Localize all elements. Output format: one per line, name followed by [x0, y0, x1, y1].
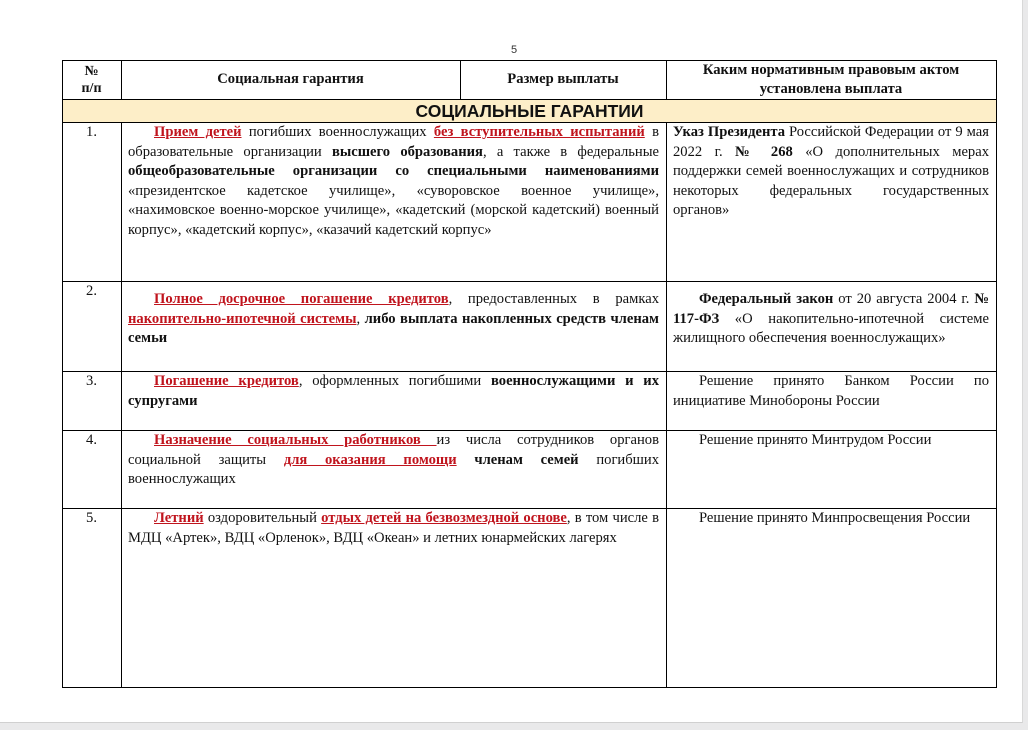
bold-text: высшего образования: [331, 143, 483, 160]
guarantee-text: [122, 431, 667, 509]
section-row: [63, 100, 997, 123]
highlight-text: Назначение социальных работников: [154, 432, 437, 448]
table-row: [63, 282, 997, 372]
legal-act: [667, 372, 997, 431]
highlight-text: накопительно-ипотечной системы: [128, 310, 357, 327]
table-row: [63, 431, 997, 509]
header-number-line2: п/п: [81, 81, 102, 96]
page-number: 5: [510, 44, 518, 56]
text-segment: , в том числе в МДЦ «Артек», ВДЦ «Орленок», ВДЦ «Океан» и летних юнармейских лагерях: [128, 510, 659, 546]
text-segment: погибших военнослужащих: [241, 124, 434, 140]
table-row: [63, 372, 997, 431]
text-segment: «О накопительно-ипотечной системе жилищного обеспечения военнослужащих»: [673, 310, 989, 347]
text-segment: «президентское кадетское училище», «суворовское военное училище», «нахимовское военно-морское училище», «кадетский (морской кадетский) военный корпус», «кадетский корпус», «казачий кадетский корпус»: [128, 182, 659, 238]
guarantees-table: [62, 60, 997, 688]
text-segment: в образовательные организации: [128, 124, 659, 160]
bold-text: Указ Президента: [673, 124, 785, 140]
bold-text: № 268: [735, 143, 793, 160]
legal-act: [667, 431, 997, 509]
table-row: [63, 509, 997, 688]
table-row: [63, 123, 997, 282]
text-segment: , оформленных погибшими: [298, 373, 491, 389]
text-segment: из числа сотрудников органов социальной защиты: [128, 432, 659, 468]
text-segment: погибших военнослужащих: [128, 451, 660, 488]
row-number: 3.: [63, 372, 122, 431]
highlight-text: без вступительных испытаний: [433, 124, 645, 140]
row-number: 4.: [63, 431, 122, 509]
bold-text: Федеральный закон: [699, 291, 834, 307]
text-segment: , а также в федеральные: [482, 143, 659, 160]
header-act-line1: Каким нормативным правовым актом: [702, 62, 960, 78]
bold-text: № 117-ФЗ: [673, 291, 989, 327]
legal-act: [667, 282, 997, 372]
bold-text: военнослужащими и их супругами: [128, 373, 659, 409]
header-amount: Размер выплаты: [461, 61, 667, 100]
text-segment: , предоставленных в рамках: [448, 291, 659, 307]
text-segment: ,: [356, 310, 365, 327]
highlight-text: Прием детей: [154, 124, 242, 140]
guarantee-text: [122, 282, 667, 372]
legal-act: [667, 509, 997, 688]
text-segment: оздоровительный: [203, 510, 322, 526]
row-number: 5.: [63, 509, 122, 688]
header-number-line1: №: [84, 64, 99, 79]
highlight-text: Погашение кредитов: [154, 373, 299, 389]
legal-act: [667, 123, 997, 282]
guarantee-text: [122, 123, 667, 282]
bold-text: членам семей: [474, 451, 579, 468]
table-header: [63, 61, 997, 100]
text-segment: Российской Федерации от 9 мая 2022 г.: [673, 124, 989, 160]
act-text: Решение принято Банком России по инициативе Минобороны России: [673, 373, 989, 409]
bold-text: общеобразовательные организации со специальными наименованиями: [128, 163, 659, 180]
highlight-text: отдых детей на безвозмездной основе: [321, 510, 567, 526]
highlight-text: Полное досрочное погашение кредитов: [154, 291, 449, 307]
row-number: 2.: [63, 282, 122, 372]
act-text: Решение принято Минпросвещения России: [699, 510, 971, 526]
header-number: [63, 61, 122, 100]
text-segment: от 20 августа 2004 г.: [833, 291, 975, 307]
text-segment: [457, 452, 475, 468]
section-title: СОЦИАЛЬНЫЕ ГАРАНТИИ: [63, 100, 997, 123]
header-act-line2: установлена выплата: [759, 81, 903, 97]
act-text: Решение принято Минтрудом России: [699, 432, 932, 448]
guarantee-text: [122, 509, 667, 688]
text-segment: «О дополнительных мерах поддержки семей военнослужащих и сотрудников некоторых федеральных государственных органов»: [673, 143, 989, 219]
highlight-text: для оказания помощи: [283, 451, 457, 468]
bold-text: либо выплата накопленных средств членам семьи: [128, 310, 659, 347]
guarantee-text: [122, 372, 667, 431]
row-number: 1.: [63, 123, 122, 282]
header-act: [667, 61, 997, 100]
header-guarantee: Социальная гарантия: [122, 61, 461, 100]
highlight-text: Летний: [154, 510, 204, 526]
